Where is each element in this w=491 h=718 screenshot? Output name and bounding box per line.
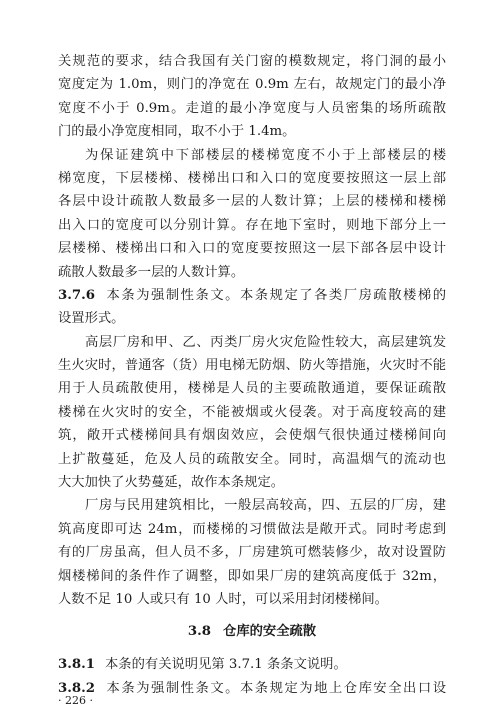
clause-text: 本条为强制性条文。本条规定了各类厂房疏散楼梯的 [105, 287, 446, 303]
text-line: 筑高度即可达 24m，而楼梯的习惯做法是敞开式。同时考虑到 [58, 521, 446, 537]
paragraph-door-width [58, 50, 446, 144]
clause-3-8-1 [58, 653, 446, 676]
text-line: 层楼梯、楼梯出口和入口的宽度要按照这一层下部各层中设计 [58, 241, 446, 257]
text-line: 厂房与民用建筑相比，一般层高较高，四、五层的厂房，建 [85, 498, 446, 514]
text-line: 楼梯在火灾时的安全，不能被烟或火侵袭。对于高度较高的建 [58, 404, 446, 420]
clause-number: 3.7.6 [58, 287, 96, 303]
text-line: 用于人员疏散使用，楼梯是人员的主要疏散通道，要保证疏散 [58, 381, 446, 397]
clause-3-7-6 [58, 284, 446, 331]
text-line: 各层中设计疏散人数最多一层的人数计算；上层的楼梯和楼梯 [58, 194, 446, 210]
text-line: 人数不足 10 人或只有 10 人时，可以采用封闭楼梯间。 [58, 591, 388, 607]
paragraph-high-rise-factory [58, 331, 446, 495]
text-line: 筑，敞开式楼梯间具有烟囱效应，会使烟气很快通过楼梯间向 [58, 428, 446, 444]
paragraph-stair-width [58, 144, 446, 284]
section-heading [58, 615, 446, 649]
text-line: 宽度不小于 0.9m。走道的最小净宽度与人员密集的场所疏散 [58, 100, 446, 116]
document-page [58, 50, 446, 700]
text-line: 梯宽度，下层楼梯、楼梯出口和入口的宽度要按照这一层上部 [58, 170, 446, 186]
clause-number: 3.8.2 [58, 680, 96, 696]
text-line [58, 284, 446, 307]
text-line: 设置形式。 [58, 311, 125, 327]
text-line: 大大加快了火势蔓延，故作本条规定。 [58, 475, 285, 491]
clause-text: 本条为强制性条文。本条规定为地上仓库安全出口设 [105, 680, 446, 696]
text-line: 生火灾时，普通客（货）用电梯无防烟、防火等措施，火灾时不能 [58, 358, 446, 374]
clause-number: 3.8.1 [58, 657, 96, 673]
text-line: 关规范的要求，结合我国有关门窗的模数规定，将门洞的最小 [58, 54, 446, 69]
text-line: 有的厂房虽高，但人员不多，厂房建筑可燃装修少，故对设置防 [58, 545, 446, 561]
text-line: 烟楼梯间的条件作了调整，即如果厂房的建筑高度低于 32m， [58, 568, 446, 584]
page-number: · 226 · [58, 694, 93, 707]
text-line: 疏散人数最多一层的人数计算。 [58, 264, 245, 280]
text-line: 门的最小净宽度相同，取不小于 1.4m。 [58, 124, 296, 140]
text-line: 上扩散蔓延，危及人员的疏散安全。同时，高温烟气的流动也 [58, 451, 446, 467]
text-line: 宽度定为 1.0m，则门的净宽在 0.9m 左右，故规定门的最小净 [58, 77, 446, 93]
text-line: 高层厂房和甲、乙、丙类厂房火灾危险性较大，高层建筑发 [85, 334, 446, 350]
clause-3-8-2 [58, 677, 446, 700]
text-line: 出入口的宽度可以分别计算。存在地下室时，则地下部分上一 [58, 217, 446, 233]
text-line: 为保证建筑中下部楼层的楼梯宽度不小于上部楼层的楼 [85, 147, 446, 163]
paragraph-factory-vs-civil [58, 494, 446, 611]
section-title-text: 仓库的安全疏散 [223, 624, 317, 640]
clause-text: 本条的有关说明见第 3.7.1 条条文说明。 [105, 657, 347, 673]
section-number: 3.8 [187, 624, 212, 640]
